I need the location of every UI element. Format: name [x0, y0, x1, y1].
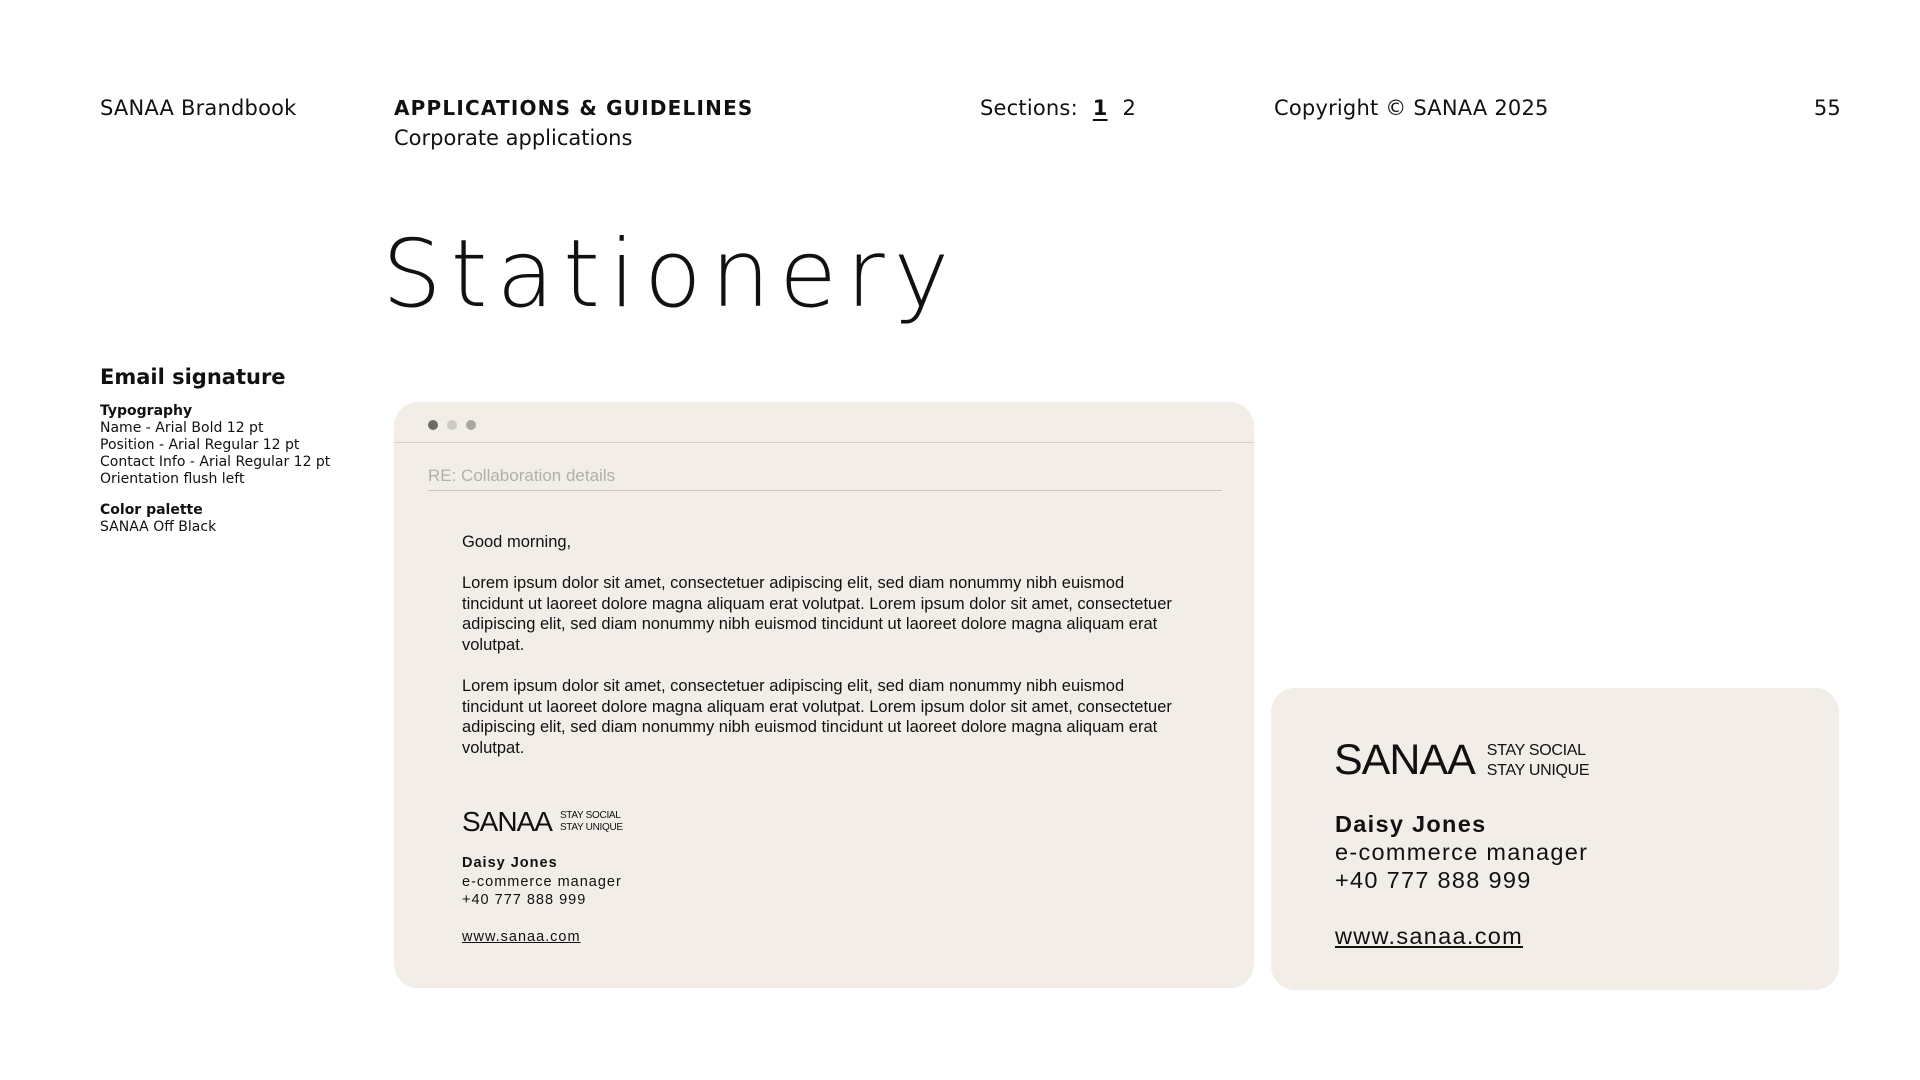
logo-tagline [560, 810, 623, 834]
signature-card [1271, 688, 1839, 990]
window-dot-icon [447, 420, 457, 430]
section-link-1[interactable]: 1 [1092, 96, 1108, 120]
email-body [462, 532, 1182, 779]
signature-position: e-commerce manager [1335, 839, 1589, 865]
typography-line: Name - Arial Bold 12 pt [100, 420, 264, 436]
tagline-line: STAY SOCIAL [559, 810, 621, 821]
logo-wordmark: SANAA [1334, 736, 1475, 784]
section-link-2[interactable]: 2 [1122, 96, 1136, 120]
sections-nav [980, 96, 1136, 120]
typography-line: Position - Arial Regular 12 pt [100, 437, 300, 453]
brand-name: SANAA Brandbook [100, 96, 297, 120]
signature-website-link[interactable]: www.sanaa.com [1335, 923, 1523, 949]
signature-phone: +40 777 888 999 [1335, 867, 1532, 893]
window-dot-icon [428, 420, 438, 430]
toolbar-divider [394, 442, 1254, 443]
page-title: Stationery [382, 220, 959, 329]
typography-label: Typography [100, 403, 193, 419]
email-subject: RE: Collaboration details [428, 466, 1222, 491]
tagline-line: STAY UNIQUE [1486, 761, 1590, 779]
window-dot-icon [466, 420, 476, 430]
email-signature [462, 854, 622, 946]
tagline-line: STAY UNIQUE [559, 822, 623, 833]
email-paragraph: Lorem ipsum dolor sit amet, consectetuer adipiscing elit, sed diam nonummy nibh euismod tincidunt ut laoreet dolore magna aliquam erat volutpat. Lorem ipsum dolor sit amet, consectetuer adipiscing elit, sed diam nonummy nibh euismod tincidunt ut laoreet dolore magna aliquam erat volutpat. [462, 574, 1172, 654]
palette-label: Color palette [100, 502, 203, 518]
card-signature [1335, 810, 1588, 950]
typography-line: Contact Info - Arial Regular 12 pt [100, 454, 331, 470]
signature-name: Daisy Jones [1335, 811, 1487, 837]
email-logo [462, 806, 623, 838]
email-paragraph: Lorem ipsum dolor sit amet, consectetuer adipiscing elit, sed diam nonummy nibh euismod tincidunt ut laoreet dolore magna aliquam erat volutpat. Lorem ipsum dolor sit amet, consectetuer adipiscing elit, sed diam nonummy nibh euismod tincidunt ut laoreet dolore magna aliquam erat volutpat. [462, 677, 1172, 757]
email-mockup [394, 402, 1254, 988]
signature-website-link[interactable]: www.sanaa.com [462, 928, 581, 945]
typography-line: Orientation flush left [100, 471, 245, 487]
notes-heading: Email signature [100, 365, 286, 389]
copyright: Copyright © SANAA 2025 [1274, 96, 1549, 120]
logo-tagline [1487, 741, 1590, 781]
signature-phone: +40 777 888 999 [462, 892, 587, 908]
tagline-line: STAY SOCIAL [1486, 741, 1586, 759]
email-greeting: Good morning, [462, 533, 572, 551]
logo-wordmark: SANAA [462, 806, 552, 837]
section-title: APPLICATIONS & GUIDELINES [394, 96, 754, 120]
card-logo [1334, 736, 1589, 785]
page-number: 55 [1813, 96, 1841, 120]
window-controls [428, 420, 476, 430]
palette-line: SANAA Off Black [100, 519, 217, 535]
signature-position: e-commerce manager [462, 873, 622, 890]
email-signature-notes [100, 365, 380, 536]
signature-name: Daisy Jones [462, 855, 558, 871]
section-subtitle: Corporate applications [394, 126, 633, 150]
sections-label: Sections: [980, 96, 1078, 120]
